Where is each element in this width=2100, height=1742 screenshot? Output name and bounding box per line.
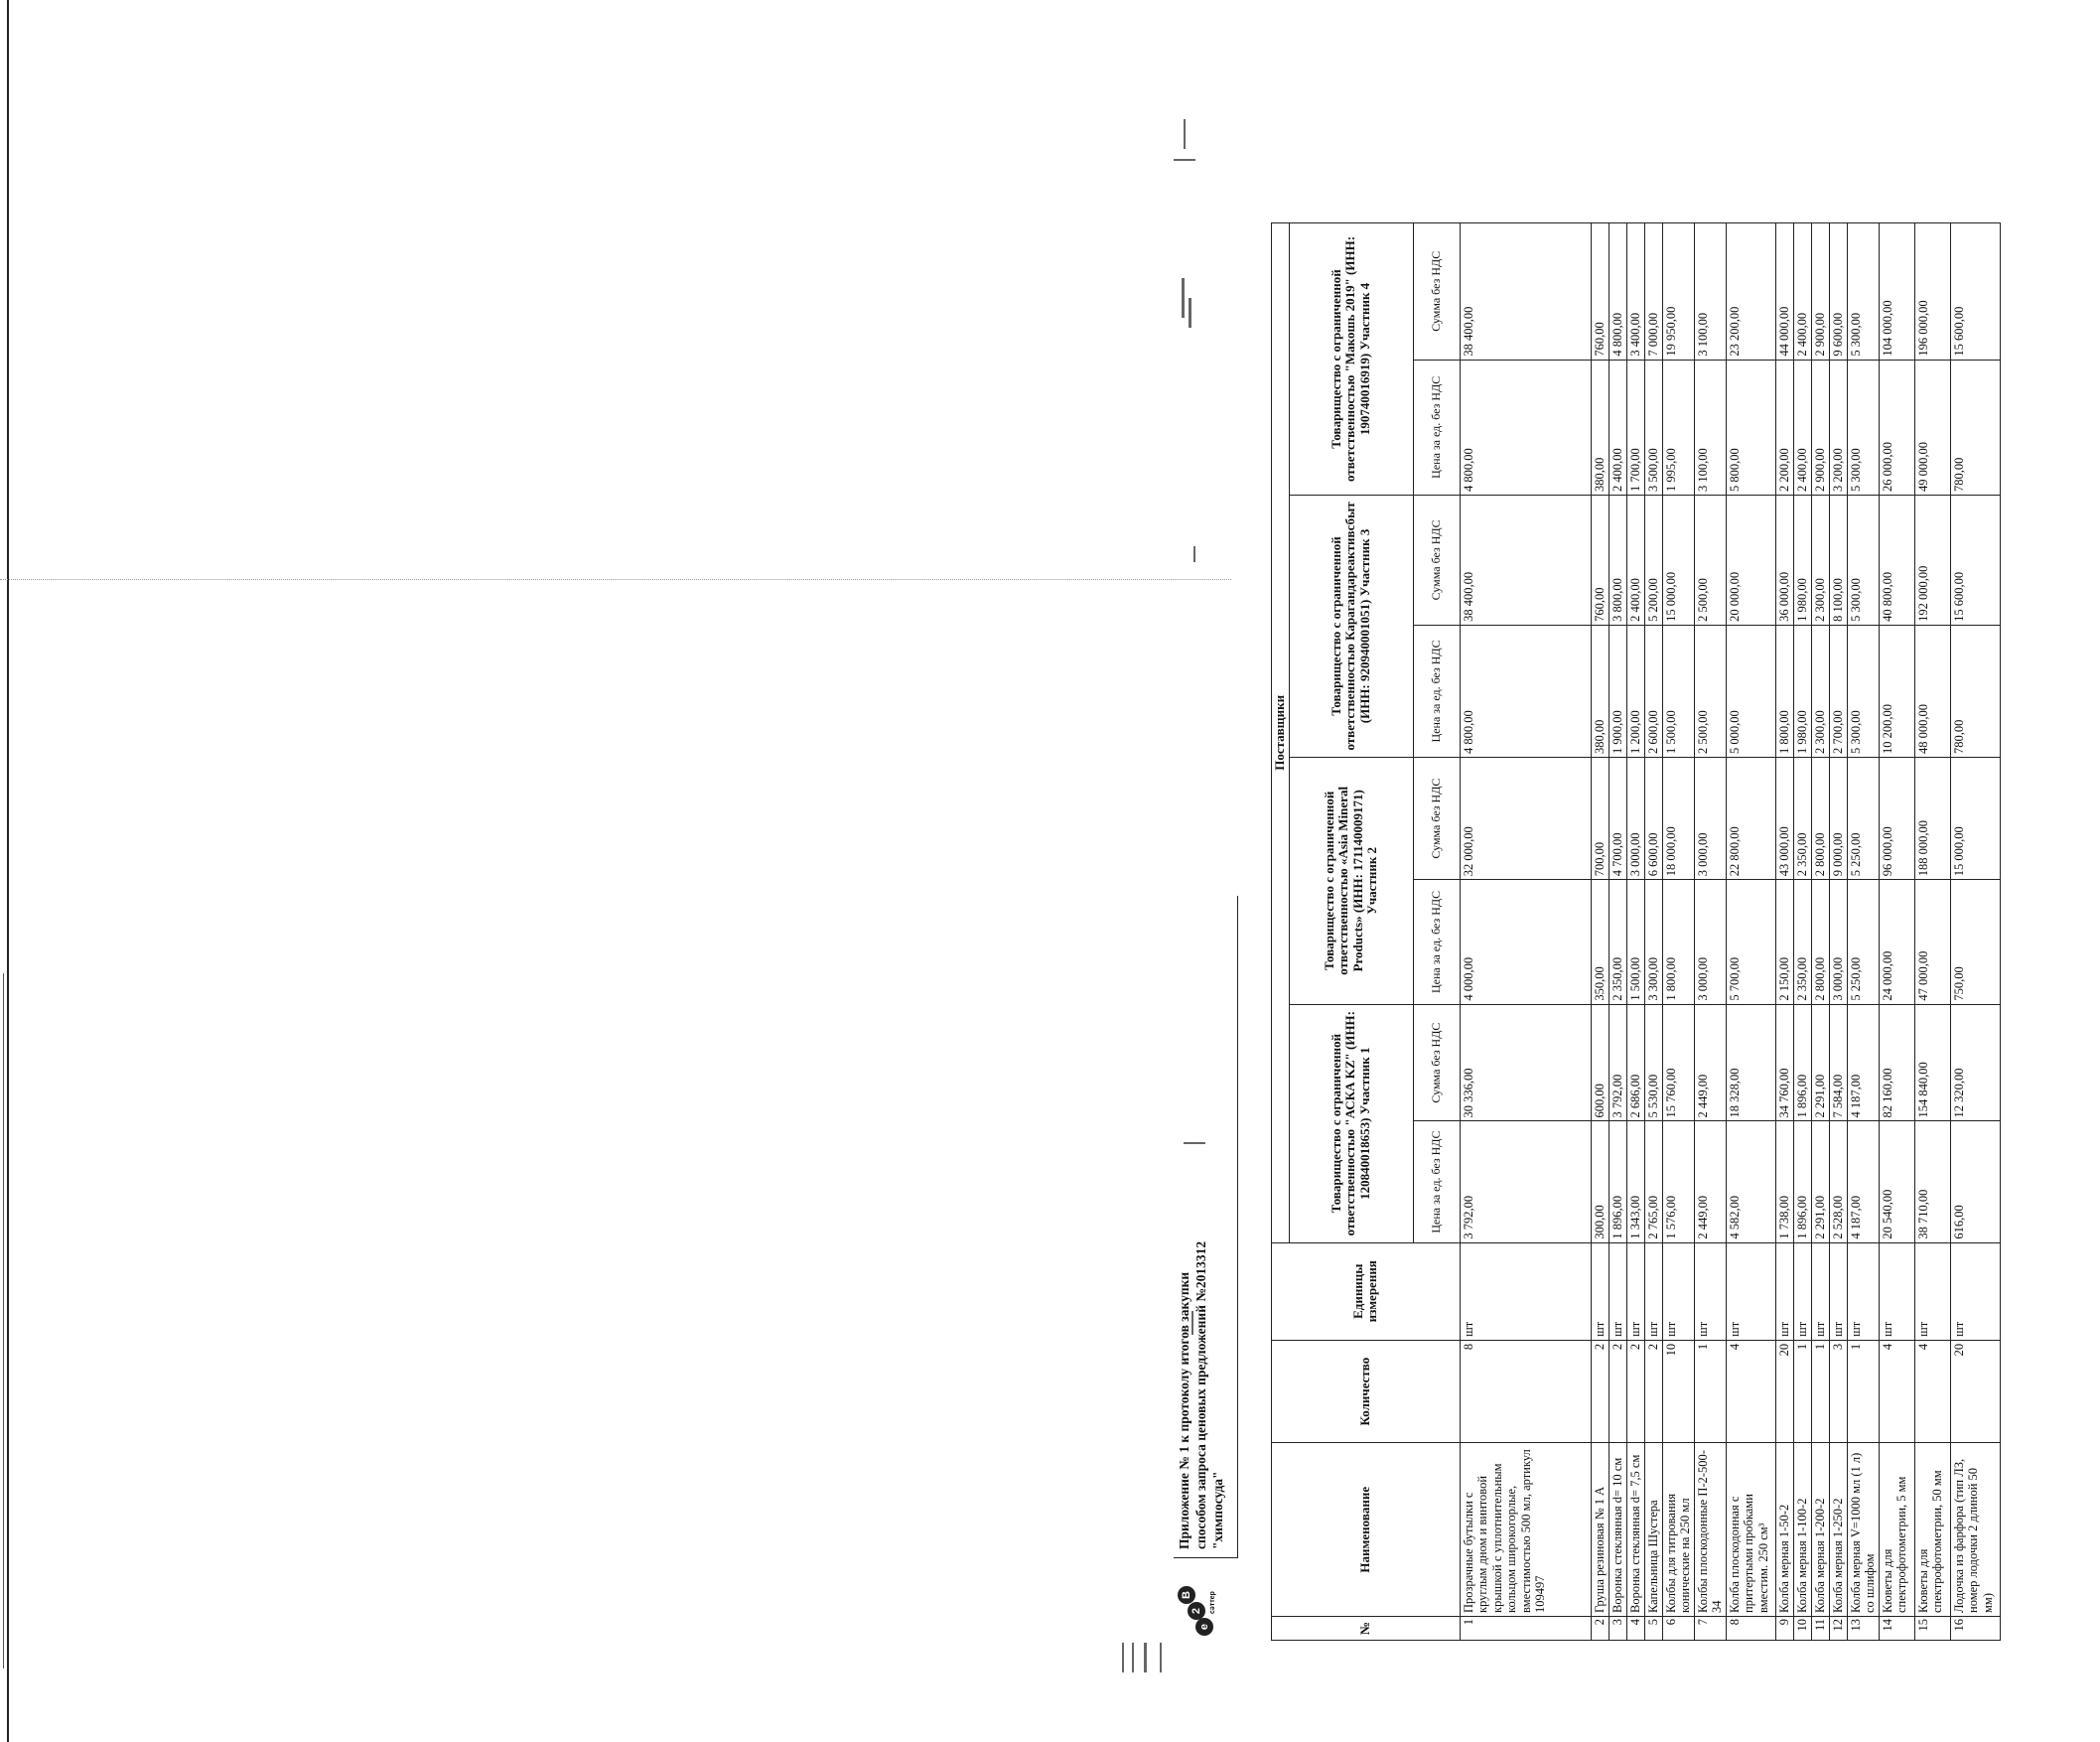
unit-price-cell: 380,00 bbox=[1591, 360, 1609, 495]
sum-cell: 5 250,00 bbox=[1847, 757, 1879, 879]
sum-cell: 18 328,00 bbox=[1726, 1004, 1775, 1121]
subheader-sum-2: Сумма без НДС bbox=[1413, 757, 1460, 879]
logo-circle-2: 2 bbox=[1188, 1602, 1205, 1620]
item-name: Колба мерная 1-100-2 bbox=[1793, 1443, 1811, 1617]
item-unit: шт bbox=[1694, 1242, 1726, 1340]
sum-cell: 4 800,00 bbox=[1609, 223, 1626, 361]
unit-price-cell: 48 000,00 bbox=[1914, 625, 1950, 757]
company-logo bbox=[1172, 1576, 1221, 1636]
item-unit: шт bbox=[1626, 1242, 1644, 1340]
unit-price-cell: 1 896,00 bbox=[1793, 1121, 1811, 1242]
subheader-unit-price-3: Цена за ед. без НДС bbox=[1413, 625, 1460, 757]
item-unit: шт bbox=[1775, 1242, 1793, 1340]
row-number: 12 bbox=[1829, 1617, 1847, 1641]
item-unit: шт bbox=[1847, 1242, 1879, 1340]
sum-cell: 3 800,00 bbox=[1609, 495, 1626, 625]
item-unit: шт bbox=[1829, 1242, 1847, 1340]
logo-circle-3: B bbox=[1178, 1586, 1195, 1604]
unit-price-cell: 616,00 bbox=[1950, 1121, 2000, 1242]
unit-price-cell: 1 576,00 bbox=[1662, 1121, 1694, 1242]
unit-price-cell: 350,00 bbox=[1591, 880, 1609, 1004]
sum-cell: 154 840,00 bbox=[1914, 1004, 1950, 1121]
item-quantity: 2 bbox=[1626, 1340, 1644, 1443]
unit-price-cell: 3 200,00 bbox=[1829, 360, 1847, 495]
unit-price-cell: 4 582,00 bbox=[1726, 1121, 1775, 1242]
item-name: Кюветы для спектрофотометрии, 50 мм bbox=[1914, 1443, 1950, 1617]
sum-cell: 15 000,00 bbox=[1662, 495, 1694, 625]
item-name: Колбы для титрования конические на 250 мл bbox=[1662, 1443, 1694, 1617]
unit-price-cell: 2 350,00 bbox=[1793, 880, 1811, 1004]
item-name: Воронка стеклянная d= 7,5 см bbox=[1626, 1443, 1644, 1617]
row-number: 10 bbox=[1793, 1617, 1811, 1641]
unit-price-cell: 2 765,00 bbox=[1644, 1121, 1662, 1242]
unit-price-cell: 2 700,00 bbox=[1829, 625, 1847, 757]
sum-cell: 40 800,00 bbox=[1879, 495, 1914, 625]
item-unit: шт bbox=[1950, 1242, 2000, 1340]
row-number: 13 bbox=[1847, 1617, 1879, 1641]
row-number: 8 bbox=[1726, 1617, 1775, 1641]
sum-cell: 23 200,00 bbox=[1726, 223, 1775, 361]
unit-price-cell: 1 980,00 bbox=[1793, 625, 1811, 757]
item-quantity: 1 bbox=[1847, 1340, 1879, 1443]
item-name: Колба мерная 1-50-2 bbox=[1775, 1443, 1793, 1617]
unit-price-cell: 1 500,00 bbox=[1662, 625, 1694, 757]
logo-text: сәттер bbox=[1209, 1591, 1216, 1614]
item-name: Колба мерная 1-250-2 bbox=[1829, 1443, 1847, 1617]
unit-price-cell: 5 800,00 bbox=[1726, 360, 1775, 495]
unit-price-cell: 1 500,00 bbox=[1626, 880, 1644, 1004]
unit-price-cell: 3 300,00 bbox=[1644, 880, 1662, 1004]
sum-cell: 3 000,00 bbox=[1626, 757, 1644, 879]
unit-price-cell: 2 528,00 bbox=[1829, 1121, 1847, 1242]
unit-price-cell: 5 700,00 bbox=[1726, 880, 1775, 1004]
table-row bbox=[1811, 223, 1829, 1641]
sum-cell: 38 400,00 bbox=[1460, 223, 1591, 361]
sum-cell: 38 400,00 bbox=[1460, 495, 1591, 625]
table-row bbox=[1847, 223, 1879, 1641]
sum-cell: 2 449,00 bbox=[1694, 1004, 1726, 1121]
item-unit: шт bbox=[1609, 1242, 1626, 1340]
sum-cell: 2 800,00 bbox=[1811, 757, 1829, 879]
unit-price-cell: 2 291,00 bbox=[1811, 1121, 1829, 1242]
sum-cell: 36 000,00 bbox=[1775, 495, 1793, 625]
item-name: Лодочка из фарфора (тип ЛЗ, номер лодочки 2 длиной 50 мм) bbox=[1950, 1443, 2000, 1617]
unit-price-cell: 1 800,00 bbox=[1775, 625, 1793, 757]
sum-cell: 19 950,00 bbox=[1662, 223, 1694, 361]
scan-edge-line bbox=[7, 0, 9, 1742]
item-unit: шт bbox=[1662, 1242, 1694, 1340]
table-row bbox=[1694, 223, 1726, 1641]
table-row bbox=[1775, 223, 1793, 1641]
unit-price-cell: 47 000,00 bbox=[1914, 880, 1950, 1004]
unit-price-cell: 1 900,00 bbox=[1609, 625, 1626, 757]
rotated-page bbox=[1152, 196, 2100, 1661]
unit-price-cell: 1 800,00 bbox=[1662, 880, 1694, 1004]
fold-line bbox=[0, 579, 1231, 580]
item-name: Кюветы для спектрофотометрии, 5 мм bbox=[1879, 1443, 1914, 1617]
col-header-unit: Единицы измерения bbox=[1272, 1242, 1461, 1340]
document-title bbox=[1174, 896, 1238, 1558]
suppliers-header: Поставщики bbox=[1272, 223, 1290, 1243]
table-row bbox=[1626, 223, 1644, 1641]
subheader-sum-1: Сумма без НДС bbox=[1413, 1004, 1460, 1121]
sum-cell: 700,00 bbox=[1591, 757, 1609, 879]
unit-price-cell: 1 896,00 bbox=[1609, 1121, 1626, 1242]
item-quantity: 10 bbox=[1662, 1340, 1694, 1443]
row-number: 2 bbox=[1591, 1617, 1609, 1641]
row-number: 4 bbox=[1626, 1617, 1644, 1641]
table-row bbox=[1591, 223, 1609, 1641]
sum-cell: 15 000,00 bbox=[1950, 757, 2000, 879]
sum-cell: 18 000,00 bbox=[1662, 757, 1694, 879]
item-unit: шт bbox=[1591, 1242, 1609, 1340]
item-unit: шт bbox=[1644, 1242, 1662, 1340]
unit-price-cell: 750,00 bbox=[1950, 880, 2000, 1004]
item-name: Прозрачные бутылки с круглым дном и винтовой крышкой с уплотнительным кольцом широкогорлые, вместимостью 500 мл, артикул 109497 bbox=[1460, 1443, 1591, 1617]
sum-cell: 12 320,00 bbox=[1950, 1004, 2000, 1121]
unit-price-cell: 780,00 bbox=[1950, 625, 2000, 757]
unit-price-cell: 5 300,00 bbox=[1847, 360, 1879, 495]
sum-cell: 96 000,00 bbox=[1879, 757, 1914, 879]
item-name: Воронка стеклянная d= 10 см bbox=[1609, 1443, 1626, 1617]
sum-cell: 5 300,00 bbox=[1847, 495, 1879, 625]
row-number: 15 bbox=[1914, 1617, 1950, 1641]
unit-price-cell: 3 100,00 bbox=[1694, 360, 1726, 495]
unit-price-cell: 1 995,00 bbox=[1662, 360, 1694, 495]
unit-price-cell: 49 000,00 bbox=[1914, 360, 1950, 495]
item-quantity: 4 bbox=[1879, 1340, 1914, 1443]
item-quantity: 2 bbox=[1609, 1340, 1626, 1443]
sum-cell: 34 760,00 bbox=[1775, 1004, 1793, 1121]
unit-price-cell: 1 343,00 bbox=[1626, 1121, 1644, 1242]
unit-price-cell: 1 200,00 bbox=[1626, 625, 1644, 757]
item-name: Капельница Шустера bbox=[1644, 1443, 1662, 1617]
title-line-1: Приложение № 1 к протоколу итогов закупки bbox=[1177, 1271, 1191, 1549]
col-header-name: Наименование bbox=[1272, 1443, 1461, 1617]
table-body bbox=[1460, 223, 2000, 1641]
sum-cell: 196 000,00 bbox=[1914, 223, 1950, 361]
table-row bbox=[1662, 223, 1694, 1641]
unit-price-cell: 24 000,00 bbox=[1879, 880, 1914, 1004]
item-quantity: 20 bbox=[1775, 1340, 1793, 1443]
item-name: Колбы плоскодонные П-2-500-34 bbox=[1694, 1443, 1726, 1617]
table-row bbox=[1950, 223, 2000, 1641]
table-row bbox=[1609, 223, 1626, 1641]
participant-3-header: Товарищество с ограниченной ответственностью Карагандареактивсбыт (ИНН: 920940001051) Участник 3 bbox=[1289, 495, 1413, 757]
sum-cell: 2 300,00 bbox=[1811, 495, 1829, 625]
unit-price-cell: 1 738,00 bbox=[1775, 1121, 1793, 1242]
sum-cell: 7 000,00 bbox=[1644, 223, 1662, 361]
item-name: Колба мерная V=1000 мл (1 л) со шлифом bbox=[1847, 1443, 1879, 1617]
row-number: 3 bbox=[1609, 1617, 1626, 1641]
sum-cell: 2 400,00 bbox=[1793, 223, 1811, 361]
unit-price-cell: 10 200,00 bbox=[1879, 625, 1914, 757]
unit-price-cell: 2 400,00 bbox=[1609, 360, 1626, 495]
sum-cell: 22 800,00 bbox=[1726, 757, 1775, 879]
sum-cell: 7 584,00 bbox=[1829, 1004, 1847, 1121]
sum-cell: 44 000,00 bbox=[1775, 223, 1793, 361]
row-number: 6 bbox=[1662, 1617, 1694, 1641]
sum-cell: 3 792,00 bbox=[1609, 1004, 1626, 1121]
unit-price-cell: 4 800,00 bbox=[1460, 625, 1591, 757]
unit-price-cell: 26 000,00 bbox=[1879, 360, 1914, 495]
unit-price-cell: 5 250,00 bbox=[1847, 880, 1879, 1004]
subheader-unit-price-1: Цена за ед. без НДС bbox=[1413, 1121, 1460, 1242]
sum-cell: 600,00 bbox=[1591, 1004, 1609, 1121]
table-row bbox=[1914, 223, 1950, 1641]
table-row bbox=[1644, 223, 1662, 1641]
unit-price-cell: 20 540,00 bbox=[1879, 1121, 1914, 1242]
col-header-qty: Количество bbox=[1272, 1340, 1461, 1443]
sum-cell: 5 300,00 bbox=[1847, 223, 1879, 361]
table-row bbox=[1460, 223, 1591, 1641]
sum-cell: 6 600,00 bbox=[1644, 757, 1662, 879]
unit-price-cell: 780,00 bbox=[1950, 360, 2000, 495]
unit-price-cell: 3 792,00 bbox=[1460, 1121, 1591, 1242]
sum-cell: 760,00 bbox=[1591, 223, 1609, 361]
sum-cell: 760,00 bbox=[1591, 495, 1609, 625]
sum-cell: 9 600,00 bbox=[1829, 223, 1847, 361]
row-number: 7 bbox=[1694, 1617, 1726, 1641]
unit-price-cell: 38 710,00 bbox=[1914, 1121, 1950, 1242]
sum-cell: 4 187,00 bbox=[1847, 1004, 1879, 1121]
sum-cell: 3 100,00 bbox=[1694, 223, 1726, 361]
sum-cell: 15 600,00 bbox=[1950, 495, 2000, 625]
subheader-sum-3: Сумма без НДС bbox=[1413, 495, 1460, 625]
item-quantity: 8 bbox=[1460, 1340, 1591, 1443]
unit-price-cell: 2 400,00 bbox=[1793, 360, 1811, 495]
sum-cell: 104 000,00 bbox=[1879, 223, 1914, 361]
logo-circle-1: e bbox=[1195, 1618, 1213, 1636]
sum-cell: 1 896,00 bbox=[1793, 1004, 1811, 1121]
participant-1-header: Товарищество с ограниченной ответственностью "АСКА KZ" (ИНН: 120840018653) Участник 1 bbox=[1289, 1004, 1413, 1242]
unit-price-cell: 2 150,00 bbox=[1775, 880, 1793, 1004]
item-quantity: 2 bbox=[1591, 1340, 1609, 1443]
sum-cell: 20 000,00 bbox=[1726, 495, 1775, 625]
unit-price-cell: 4 000,00 bbox=[1460, 880, 1591, 1004]
sum-cell: 82 160,00 bbox=[1879, 1004, 1914, 1121]
unit-price-cell: 2 600,00 bbox=[1644, 625, 1662, 757]
item-quantity: 1 bbox=[1793, 1340, 1811, 1443]
sum-cell: 9 000,00 bbox=[1829, 757, 1847, 879]
sum-cell: 5 530,00 bbox=[1644, 1004, 1662, 1121]
sum-cell: 8 100,00 bbox=[1829, 495, 1847, 625]
sum-cell: 2 291,00 bbox=[1811, 1004, 1829, 1121]
sum-cell: 3 000,00 bbox=[1694, 757, 1726, 879]
scan-edge-line-secondary bbox=[3, 973, 4, 1669]
unit-price-cell: 3 000,00 bbox=[1829, 880, 1847, 1004]
item-quantity: 1 bbox=[1694, 1340, 1726, 1443]
unit-price-cell: 3 000,00 bbox=[1694, 880, 1726, 1004]
sum-cell: 43 000,00 bbox=[1775, 757, 1793, 879]
row-number: 11 bbox=[1811, 1617, 1829, 1641]
row-number: 9 bbox=[1775, 1617, 1793, 1641]
suppliers-header-row bbox=[1272, 223, 1290, 1641]
sum-cell: 2 686,00 bbox=[1626, 1004, 1644, 1121]
unit-price-cell: 5 000,00 bbox=[1726, 625, 1775, 757]
sum-cell: 192 000,00 bbox=[1914, 495, 1950, 625]
table-row bbox=[1793, 223, 1811, 1641]
item-unit: шт bbox=[1726, 1242, 1775, 1340]
unit-price-cell: 2 350,00 bbox=[1609, 880, 1626, 1004]
item-unit: шт bbox=[1879, 1242, 1914, 1340]
participant-2-header: Товарищество с ограниченной ответственностью «Asia Mineral Products» (ИНН: 171140009171) Участник 2 bbox=[1289, 757, 1413, 1004]
sum-cell: 2 500,00 bbox=[1694, 495, 1726, 625]
item-quantity: 4 bbox=[1914, 1340, 1950, 1443]
sum-cell: 30 336,00 bbox=[1460, 1004, 1591, 1121]
item-quantity: 1 bbox=[1811, 1340, 1829, 1443]
item-unit: шт bbox=[1811, 1242, 1829, 1340]
col-header-no: № bbox=[1272, 1617, 1461, 1641]
unit-price-cell: 300,00 bbox=[1591, 1121, 1609, 1242]
item-unit: шт bbox=[1460, 1242, 1591, 1340]
item-quantity: 4 bbox=[1726, 1340, 1775, 1443]
unit-price-cell: 4 800,00 bbox=[1460, 360, 1591, 495]
table-row bbox=[1726, 223, 1775, 1641]
unit-price-cell: 5 300,00 bbox=[1847, 625, 1879, 757]
sum-cell: 2 900,00 bbox=[1811, 223, 1829, 361]
table-row bbox=[1829, 223, 1847, 1641]
unit-price-cell: 2 500,00 bbox=[1694, 625, 1726, 757]
unit-price-cell: 2 800,00 bbox=[1811, 880, 1829, 1004]
row-number: 14 bbox=[1879, 1617, 1914, 1641]
subheader-unit-price-2: Цена за ед. без НДС bbox=[1413, 880, 1460, 1004]
subheader-unit-price-4: Цена за ед. без НДС bbox=[1413, 360, 1460, 495]
table-row bbox=[1879, 223, 1914, 1641]
sum-cell: 2 350,00 bbox=[1793, 757, 1811, 879]
price-comparison-table bbox=[1271, 222, 2001, 1641]
subheader-sum-4: Сумма без НДС bbox=[1413, 223, 1460, 361]
unit-price-cell: 380,00 bbox=[1591, 625, 1609, 757]
item-quantity: 2 bbox=[1644, 1340, 1662, 1443]
bottom-scan-marks bbox=[0, 1643, 1231, 1702]
sum-cell: 3 400,00 bbox=[1626, 223, 1644, 361]
sum-cell: 1 980,00 bbox=[1793, 495, 1811, 625]
sum-cell: 32 000,00 bbox=[1460, 757, 1591, 879]
unit-price-cell: 4 187,00 bbox=[1847, 1121, 1879, 1242]
sum-cell: 15 760,00 bbox=[1662, 1004, 1694, 1121]
sum-cell: 15 600,00 bbox=[1950, 223, 2000, 361]
sum-cell: 4 700,00 bbox=[1609, 757, 1626, 879]
unit-price-cell: 2 449,00 bbox=[1694, 1121, 1726, 1242]
title-line-2: способом запроса ценовых предложений №2013312 bbox=[1193, 1240, 1208, 1549]
unit-price-cell: 2 200,00 bbox=[1775, 360, 1793, 495]
row-number: 16 bbox=[1950, 1617, 2000, 1641]
item-name: Колба плоскодонная с притертыми пробками вместим. 250 см³ bbox=[1726, 1443, 1775, 1617]
unit-price-cell: 3 500,00 bbox=[1644, 360, 1662, 495]
sum-cell: 2 400,00 bbox=[1626, 495, 1644, 625]
title-line-3: "химпосуда" bbox=[1210, 1471, 1225, 1549]
sum-cell: 5 200,00 bbox=[1644, 495, 1662, 625]
participant-4-header: Товарищество с ограниченной ответственностью "Макошь 2019" (ИНН: 190740016919) Участник 4 bbox=[1289, 223, 1413, 496]
item-unit: шт bbox=[1793, 1242, 1811, 1340]
row-number: 1 bbox=[1460, 1617, 1591, 1641]
row-number: 5 bbox=[1644, 1617, 1662, 1641]
unit-price-cell: 2 900,00 bbox=[1811, 360, 1829, 495]
item-quantity: 20 bbox=[1950, 1340, 2000, 1443]
sum-cell: 188 000,00 bbox=[1914, 757, 1950, 879]
unit-price-cell: 2 300,00 bbox=[1811, 625, 1829, 757]
unit-price-cell: 1 700,00 bbox=[1626, 360, 1644, 495]
item-name: Колба мерная 1-200-2 bbox=[1811, 1443, 1829, 1617]
item-unit: шт bbox=[1914, 1242, 1950, 1340]
item-name: Груша резиновая № 1 А bbox=[1591, 1443, 1609, 1617]
item-quantity: 3 bbox=[1829, 1340, 1847, 1443]
